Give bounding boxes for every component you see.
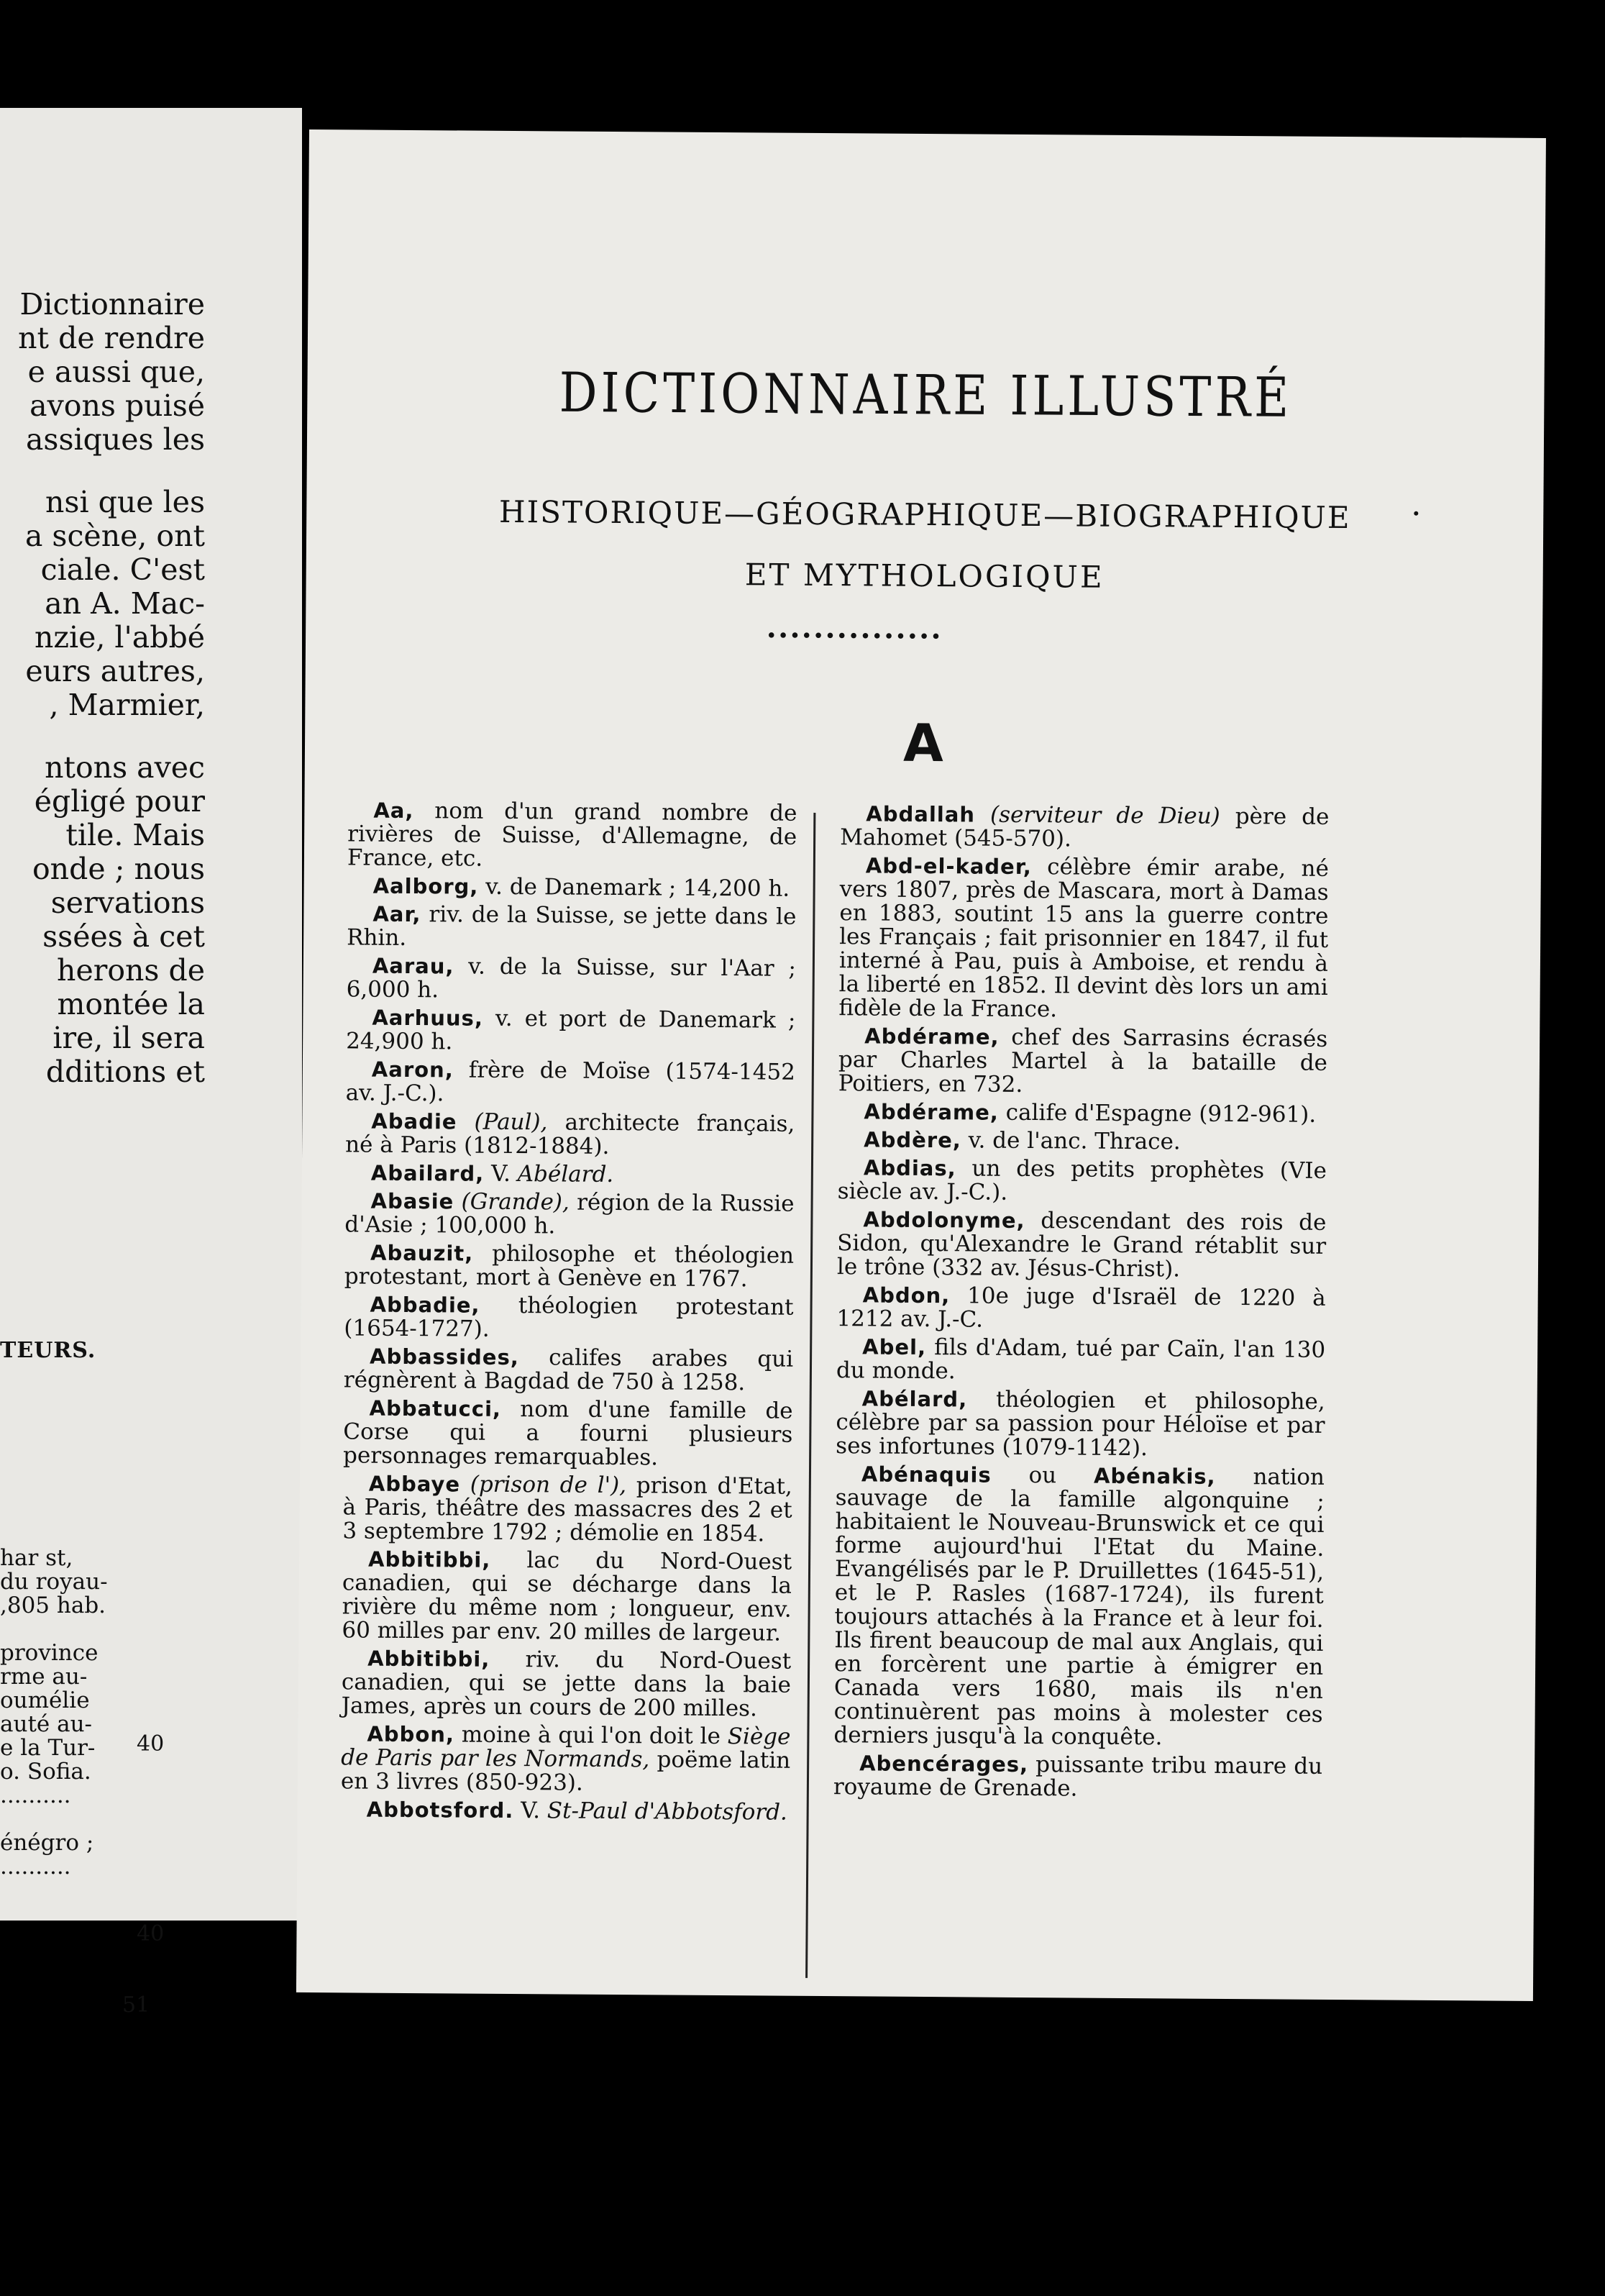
dictionary-entry — [343, 1396, 793, 1470]
entry-headword: Abencérages, — [859, 1751, 1029, 1777]
left-page-line: servations — [50, 885, 205, 920]
entry-definition: 10e juge d'Israël de 1220 à 1212 av. J.-C. — [836, 1283, 1326, 1333]
entry-headword: Abdallah — [866, 801, 976, 827]
dictionary-entry — [833, 1751, 1322, 1803]
entry-definition: région de la Russie d'Asie ; 100,000 h. — [344, 1189, 795, 1239]
entry-definition: ou — [1028, 1462, 1057, 1489]
entry-headword: Abbassides, — [369, 1344, 519, 1370]
entry-definition: V. — [521, 1798, 541, 1824]
entry-headword: Abadie — [371, 1108, 457, 1134]
dictionary-entry — [344, 1241, 794, 1291]
entry-headword: Abel, — [862, 1334, 927, 1360]
entry-definition: fils d'Adam, tué par Caïn, l'an 130 du monde. — [836, 1334, 1326, 1385]
entry-definition: un des petits prophètes (VIe siècle av. J.-C.). — [837, 1155, 1327, 1206]
entry-qualifier: (serviteur de Dieu) — [989, 801, 1220, 829]
left-page-index-row: o. Sofia. — [0, 1759, 91, 1785]
entry-crossref: Siège de Paris par les Normands, — [341, 1723, 791, 1773]
left-page-line: montée la — [57, 987, 205, 1021]
dictionary-entry — [346, 1057, 795, 1108]
entry-definition: chef des Sarrasins écrasés par Charles Martel à la bataille de Poitiers, en 732. — [838, 1024, 1328, 1098]
left-page-line: ciale. C'est — [40, 552, 205, 587]
left-page-number: 51 — [122, 1992, 150, 2018]
page-subtitle: HISTORIQUE—GÉOGRAPHIQUE—BIOGRAPHIQUE — [498, 493, 1351, 536]
entry-headword: Abauzit, — [370, 1240, 474, 1266]
entry-definition: riv. du Nord-Ouest canadien, qui se jette dans la baie James, après un cours de 200 milles. — [341, 1646, 792, 1722]
entry-definition: père de Mahomet (545-570). — [840, 803, 1330, 852]
entry-definition: théologien protestant (1654-1727). — [344, 1293, 794, 1342]
left-page-line: nt de rendre — [18, 321, 205, 355]
left-page-line: ssées à cet — [42, 919, 205, 954]
entry-headword: Abbatucci, — [369, 1395, 502, 1421]
dictionary-entry — [838, 854, 1329, 1024]
dictionary-entry — [838, 1156, 1327, 1207]
dictionary-entry — [346, 1006, 795, 1056]
entry-headword: Abdon, — [862, 1283, 951, 1308]
entry-headword: Abdias, — [863, 1155, 956, 1181]
entry-definition: prison d'Etat, à Paris, théâtre des massacres des 2 et 3 septembre 1792 ; démolie en 1854. — [342, 1472, 792, 1547]
left-page-number: 40 — [137, 1731, 165, 1757]
entry-headword: Abdère, — [864, 1127, 961, 1153]
entry-headword: Aar, — [372, 901, 421, 927]
entry-headword: Abénaquis — [861, 1462, 992, 1488]
entry-qualifier: (prison de l'), — [470, 1471, 627, 1499]
entry-headword: Aarhuus, — [372, 1005, 484, 1031]
dictionary-entry — [838, 1100, 1327, 1127]
entry-headword: Abdolonyme, — [863, 1207, 1025, 1233]
scan-speck — [1414, 511, 1418, 516]
dictionary-entry — [347, 798, 797, 873]
dictionary-entry — [344, 1344, 793, 1395]
entry-headword: Aa, — [373, 798, 414, 824]
left-page-index-row: du royau- — [0, 1569, 108, 1595]
dictionary-entry — [347, 954, 796, 1004]
entry-headword: Abasie — [370, 1188, 454, 1214]
dictionary-entry — [345, 1161, 795, 1188]
left-page-line: nzie, l'abbé — [34, 620, 205, 655]
entry-definition: v. de l'anc. Thrace. — [968, 1127, 1181, 1155]
dictionary-entry — [342, 1547, 792, 1645]
entry-headword: Abdérame, — [864, 1024, 1000, 1049]
entry-headword: Abbadie, — [370, 1292, 480, 1318]
left-page-auteurs: TEURS. — [0, 1338, 96, 1363]
left-page-line: assiques les — [25, 422, 205, 457]
left-page-line: an A. Mac- — [45, 586, 205, 621]
left-page-line: , Marmier, — [49, 688, 205, 722]
left-page-text — [0, 288, 205, 1089]
entry-definition: v. de la Suisse, sur l'Aar ; 6,000 h. — [346, 953, 796, 1003]
left-page-index-row: auté au- — [0, 1711, 93, 1737]
left-page-line: ntons avec — [45, 750, 205, 785]
ornament-divider: ••••••••••••••• — [765, 625, 943, 649]
left-page-index-row: .......... — [0, 1854, 71, 1880]
entry-definition: descendant des rois de Sidon, qu'Alexandre le Grand rétablit sur le trône (332 av. Jésus-Christ). — [836, 1208, 1327, 1283]
entry-definition: puissante tribu maure du royaume de Grenade. — [833, 1751, 1323, 1802]
paragraph-gap — [0, 457, 205, 486]
left-page-line: tile. Mais — [65, 818, 205, 852]
left-page-index-row: e la Tur- — [0, 1735, 96, 1761]
dictionary-entry — [836, 1387, 1325, 1462]
entry-definition: frère de Moïse (1574-1452 av. J.-C.). — [345, 1057, 795, 1107]
left-page-line: avons puisé — [29, 388, 205, 423]
dictionary-entry — [838, 1024, 1328, 1099]
entry-definition: nom d'une famille de Corse qui a fourni plusieurs personnages remarquables. — [343, 1396, 793, 1471]
dictionary-entry — [344, 1293, 793, 1343]
column-divider — [805, 813, 815, 1978]
left-page-index-row — [0, 1808, 173, 1831]
dictionary-entry — [344, 1189, 794, 1239]
dictionary-entry — [342, 1646, 792, 1721]
entry-headword-alt: Abénakis, — [1093, 1463, 1216, 1489]
entry-headword: Abd-el-kader, — [865, 853, 1032, 880]
entry-crossref: St-Paul d'Abbotsford. — [547, 1798, 787, 1826]
entry-headword: Abélard, — [861, 1386, 968, 1412]
left-page-number: 40 — [137, 1921, 165, 1946]
dictionary-entry — [341, 1722, 791, 1796]
entry-headword: Abailard, — [370, 1160, 485, 1186]
dictionary-page — [296, 129, 1546, 2001]
dictionary-entry — [836, 1335, 1325, 1386]
left-page-line: ire, il sera — [52, 1021, 205, 1055]
entry-definition-cont: nation sauvage de la famille algonquine ; habitaient le Nouveau-Brunswick et ce qui forme aujourd'hui l'Etat du Maine. Evangélisés par le P. Druillettes (1645-51), et le P. Rasles (1687-1724), ils furent toujours attachés à la France et à leur foi. Ils firent beaucoup de mal aux Anglais, qui en forcèrent une partie à émigrer en Canada vers 1680, mais ils n'en continuèrent pas moins à molester ces derniers jusqu'à la conquête. — [833, 1464, 1325, 1751]
entry-crossref: Abélard. — [517, 1161, 614, 1188]
page-subtitle-2: ET MYTHOLOGIQUE — [744, 557, 1105, 595]
entry-definition-cont: poëme latin en 3 livres (850-923). — [340, 1746, 791, 1796]
dictionary-entry — [347, 902, 796, 952]
left-page-index-row: oumélie — [0, 1687, 90, 1713]
entry-definition: moine à qui l'on doit le — [461, 1721, 721, 1750]
entry-headword: Aarau, — [372, 953, 454, 979]
entry-headword: Abbotsford. — [366, 1797, 514, 1823]
entry-definition: célèbre émir arabe, né vers 1807, près de Mascara, mort à Damas en 1883, soutint 15 ans la guerre contre les Français ; fait prisonnier en 1847, il fut interné à Pau, puis à Amboise, et rendu à la liberté en 1852. Il devint dès lors un ami fidèle de la France. — [838, 854, 1329, 1023]
entry-headword: Abbitibbi, — [367, 1646, 490, 1672]
page-title: DICTIONNAIRE ILLUSTRÉ — [559, 360, 1293, 430]
entry-headword: Aaron, — [371, 1057, 454, 1083]
left-page-line: dditions et — [45, 1054, 205, 1089]
left-page-line: onde ; nous — [32, 852, 205, 886]
left-page-line: e aussi que, — [27, 355, 205, 389]
left-page-line: nsi que les — [45, 485, 205, 519]
left-page-line: égligé pour — [34, 784, 205, 819]
left-page-index-row: har st, — [0, 1545, 73, 1571]
entry-headword: Abbitibbi, — [368, 1546, 491, 1572]
left-page-line: herons de — [57, 953, 205, 988]
entry-definition: nom d'un grand nombre de rivières de Suisse, d'Allemagne, de France, etc. — [347, 798, 797, 872]
entries-column-left — [341, 798, 797, 1828]
dictionary-entry — [345, 1109, 795, 1160]
entry-definition: v. et port de Danemark ; 24,900 h. — [346, 1005, 796, 1055]
dictionary-entry — [342, 1472, 792, 1546]
left-page-index-row: énégro ; — [0, 1830, 94, 1856]
dictionary-entry — [347, 874, 797, 901]
dictionary-entry — [836, 1283, 1325, 1334]
entry-qualifier: (Grande), — [461, 1188, 570, 1216]
left-page-line: eurs autres, — [25, 654, 205, 688]
left-page-index-row — [0, 1618, 173, 1641]
left-page-index-row: .......... — [0, 1782, 71, 1808]
entry-definition: lac du Nord-Ouest canadien, qui se décharge dans la rivière du même nom ; longueur, env. 60 milles par env. 20 milles de largeur. — [342, 1547, 792, 1646]
entry-definition: v. de Danemark ; 14,200 h. — [485, 873, 790, 902]
paragraph-gap — [0, 722, 205, 751]
entry-headword: Abbon, — [367, 1721, 455, 1747]
entries-column-right — [833, 802, 1330, 1807]
entry-definition: V. — [490, 1160, 511, 1187]
entry-headword: Aalborg, — [372, 873, 479, 899]
entry-definition: philosophe et théologien protestant, mort à Genève en 1767. — [344, 1240, 795, 1293]
left-page-index-row: rme au- — [0, 1664, 88, 1690]
dictionary-entry — [833, 1462, 1325, 1751]
section-letter: A — [902, 712, 944, 774]
dictionary-entry — [840, 802, 1329, 853]
entry-definition: riv. de la Suisse, se jette dans le Rhin. — [347, 901, 797, 951]
dictionary-entry — [838, 1128, 1327, 1155]
left-page-bottom-list — [0, 1545, 173, 2018]
entry-headword: Abdérame, — [864, 1099, 1000, 1125]
entry-definition: califes arabes qui régnèrent à Bagdad de 750 à 1258. — [343, 1344, 794, 1396]
entry-definition: théologien et philosophe, célèbre par sa passion pour Héloïse et par ses infortunes (1079-1142). — [836, 1386, 1325, 1462]
left-page-line: Dictionnaire — [19, 287, 205, 322]
entry-headword: Abbaye — [368, 1471, 461, 1497]
dictionary-entry — [341, 1798, 790, 1824]
left-page-fragment — [0, 108, 302, 2018]
entry-qualifier: (Paul), — [474, 1108, 548, 1136]
entry-definition: calife d'Espagne (912-961). — [1005, 1099, 1317, 1128]
left-page-index-row: ,805 hab. — [0, 1593, 106, 1618]
left-page-index-row: province — [0, 1640, 99, 1666]
entry-definition: architecte français, né à Paris (1812-1884). — [345, 1109, 795, 1160]
left-page-line: a scène, ont — [24, 519, 205, 553]
dictionary-entry — [837, 1208, 1327, 1283]
